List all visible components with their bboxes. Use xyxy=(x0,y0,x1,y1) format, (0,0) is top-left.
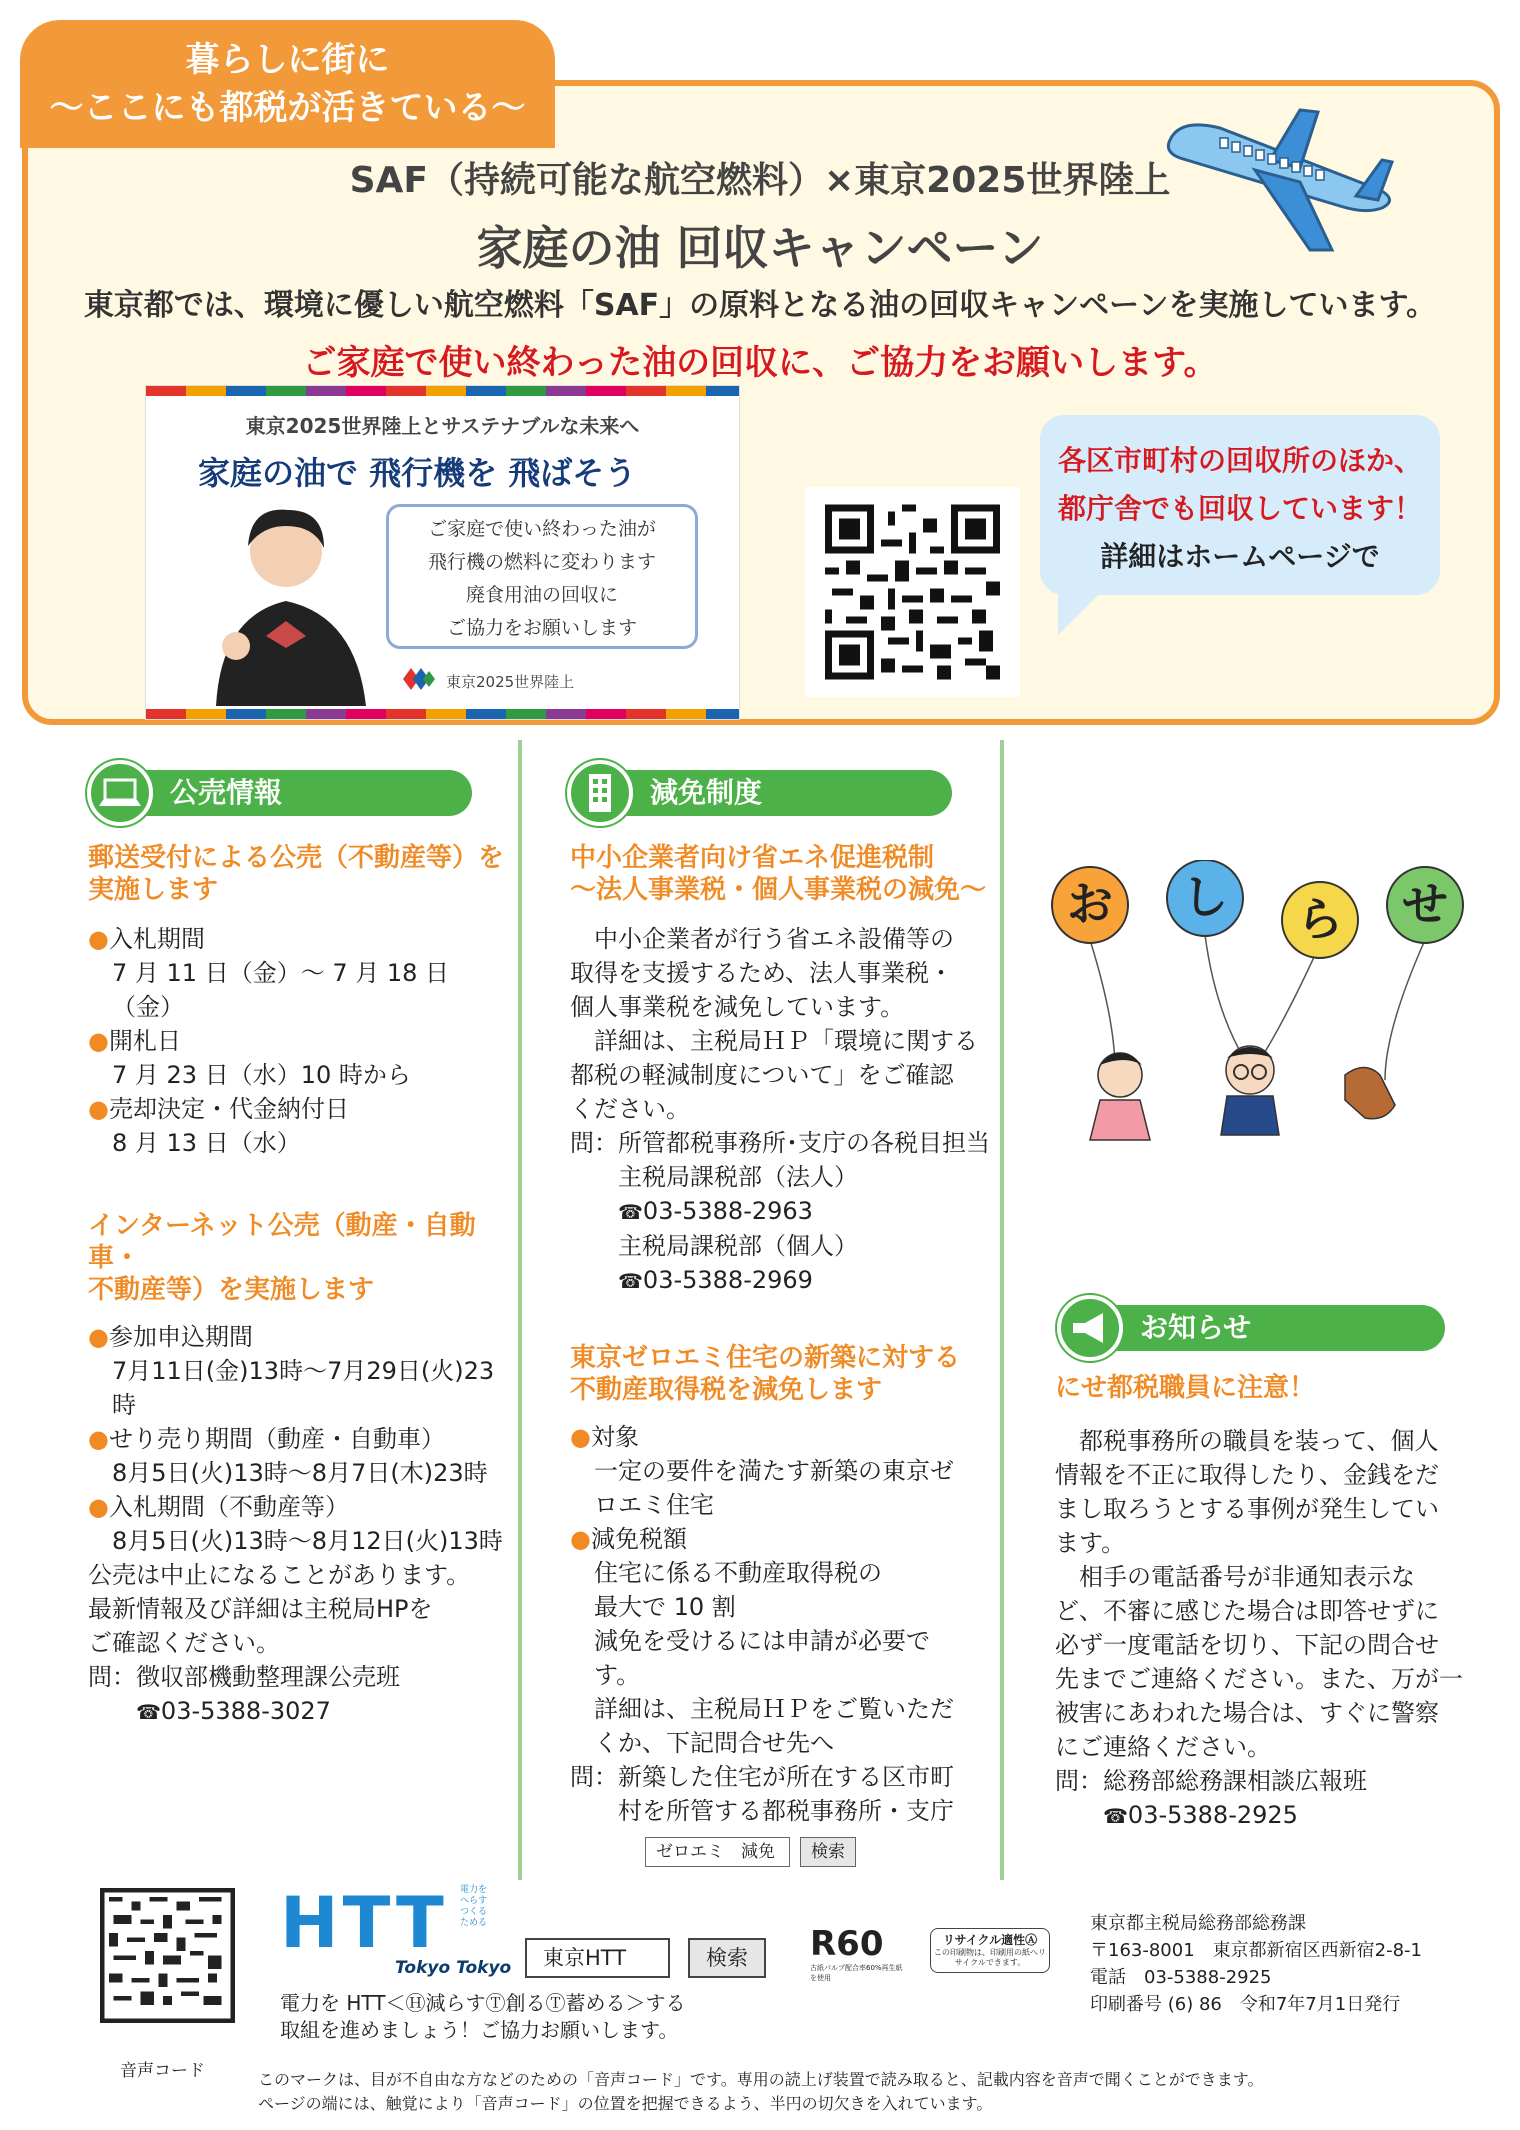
tax-reduction-content xyxy=(570,842,990,1828)
realestate-bid-label: ● 入札期間（不動産等） xyxy=(88,1490,508,1524)
poster-msg-line2: 飛行機の燃料に変わります xyxy=(427,551,656,573)
htt-side-4: ためる xyxy=(460,1918,488,1928)
poster-top-text: 東京2025世界陸上とサステナブルな未来へ xyxy=(245,414,640,438)
energy-tax-heading-1: 中小企業者向け省エネ促進税制 xyxy=(570,843,935,873)
bid-period-value: 7 月 11 日（金）〜 7 月 18 日（金） xyxy=(112,959,450,1021)
energy-tax-heading-2: 〜法人事業税・個人事業税の減免〜 xyxy=(570,875,987,905)
section-header-public-sale: 公売情報 xyxy=(100,770,472,816)
notice-para-1: 都税事務所の職員を装って、個人 xyxy=(1079,1427,1439,1455)
megaphone-icon-badge xyxy=(1057,1295,1123,1361)
zeroemi-contact-2: 村を所管する都税事務所・支庁 xyxy=(618,1797,954,1825)
color-stripe-bottom xyxy=(146,709,739,719)
column-divider-2 xyxy=(1000,740,1004,1880)
payment-date-value: 8 月 13 日（水） xyxy=(112,1129,301,1157)
megaphone-icon xyxy=(1061,1299,1119,1357)
auction-period-label: ● せり売り期間（動産・自動車） xyxy=(88,1422,508,1456)
publisher-address xyxy=(1090,1910,1422,2018)
banner-request: ご家庭で使い終わった油の回収に、ご協力をお願いします。 xyxy=(302,343,1218,383)
mail-sale-heading-1: 郵送受付による公売（不動産等）を xyxy=(88,843,505,873)
zeroemi-search-button[interactable]: 検索 xyxy=(800,1837,856,1867)
voice-code-note xyxy=(258,2068,1263,2116)
voice-code-icon xyxy=(100,1888,235,2023)
recycle-label: リサイクル適性Ⓐ xyxy=(942,1933,1038,1947)
r60-note: 古紙パルプ配合率60%再生紙を使用 xyxy=(810,1964,903,1982)
balloon-o: お xyxy=(1067,877,1113,931)
poster-main-text: 家庭の油で 飛行機を 飛ばそう xyxy=(198,454,637,492)
athlete-illustration xyxy=(206,496,376,706)
energy-para-6: ください。 xyxy=(570,1095,690,1123)
htt-message-line1: 電力を HTT＜Ⓗ減らすⓉ創るⓉ蓄める＞する xyxy=(280,1991,686,2015)
energy-para-5: 都税の軽減制度について」をご確認 xyxy=(570,1061,954,1089)
notice-para-9: 被害にあわれた場合は、すぐに警察 xyxy=(1055,1699,1439,1727)
building-icon-badge xyxy=(567,760,633,826)
htt-side-text xyxy=(460,1885,487,1929)
banner-subtitle: SAF（持続可能な航空燃料）×東京2025世界陸上 xyxy=(349,160,1171,201)
addr-line1: 東京都主税局総務部総務課 xyxy=(1090,1913,1306,1934)
banner-title: 家庭の油 回収キャンペーン xyxy=(476,221,1044,275)
htt-search-button[interactable]: 検索 xyxy=(688,1938,766,1978)
laptop-icon-badge xyxy=(87,760,153,826)
banner-tab xyxy=(20,20,555,148)
htt-side-1: 電力を xyxy=(460,1885,488,1895)
internet-sale-heading-1: インターネット公売（動産・自動車・ xyxy=(88,1211,476,1273)
tab-line1: 暮らしに街に xyxy=(185,40,390,80)
poster-footer-text: 東京2025世界陸上 xyxy=(446,673,575,691)
bubble-line2: 都庁舎でも回収しています！ xyxy=(1057,492,1422,525)
notice-contact: 問：総務部総務課相談広報班 xyxy=(1055,1767,1367,1795)
info-speech-bubble xyxy=(1040,415,1440,595)
recycle-note: この印刷物は、印刷用の紙へリサイクルできます。 xyxy=(934,1948,1046,1967)
tokyo-tokyo-logo: Tokyo Tokyo xyxy=(395,1958,512,1978)
internet-sale-heading-2: 不動産等）を実施します xyxy=(88,1275,375,1305)
building-icon xyxy=(571,764,629,822)
note-line3: ご確認ください。 xyxy=(88,1629,280,1657)
zeroemi-heading-1: 東京ゼロエミ住宅の新築に対する xyxy=(570,1343,961,1373)
section-header-notice: お知らせ xyxy=(1070,1305,1445,1351)
payment-date-label: ● 売却決定・代金納付日 xyxy=(88,1092,508,1126)
target-label: ● 対象 xyxy=(570,1420,990,1454)
bubble-line3: 詳細はホームページで xyxy=(1100,540,1380,573)
energy-para-1: 中小企業者が行う省エネ設備等の xyxy=(594,925,954,953)
notice-para-3: まし取ろうとする事例が発生してい xyxy=(1055,1495,1439,1523)
notice-content xyxy=(1055,1372,1475,1833)
section-header-tax-reduction: 減免制度 xyxy=(580,770,952,816)
notice-para-2: 情報を不正に取得したり、金銭をだ xyxy=(1055,1461,1439,1489)
poster-msg-line4: ご協力をお願いします xyxy=(446,617,637,639)
application-period-label: ● 参加申込期間 xyxy=(88,1320,508,1354)
color-stripe-top xyxy=(146,386,739,396)
r60-logo: R60 xyxy=(810,1924,884,1964)
opening-date-value: 7 月 23 日（水）10 時から xyxy=(112,1061,411,1089)
energy-contact-2: 主税局課税部（法人） xyxy=(618,1163,858,1191)
fake-staff-heading: にせ都税職員に注意！ xyxy=(1055,1373,1316,1403)
reduction-value-2: 最大で 10 割 xyxy=(594,1593,736,1621)
zeroemi-search-term[interactable]: ゼロエミ 減免 xyxy=(645,1837,790,1867)
reduction-label: ● 減免税額 xyxy=(570,1522,990,1556)
world-athletics-logo-icon xyxy=(401,666,437,692)
application-period-value: 7月11日(金)13時〜7月29日(火)23時 xyxy=(112,1357,495,1419)
poster-message-box xyxy=(386,504,698,649)
energy-contact-1: 問：所管都税事務所･支庁の各税目担当 xyxy=(570,1129,990,1157)
auction-period-value: 8月5日(火)13時〜8月7日(木)23時 xyxy=(112,1459,488,1487)
energy-phone-1: ☎ 03-5388-2963 xyxy=(570,1194,990,1229)
notice-para-6: ど、不審に感じた場合は即答せずに xyxy=(1055,1597,1439,1625)
energy-para-2: 取得を支援するため、法人事業税・ xyxy=(570,959,954,987)
note-line-2: ページの端には、触覚により「音声コード」の位置を把握できるよう、半円の切欠きを入れています。 xyxy=(258,2094,993,2113)
target-value-2: ロエミ住宅 xyxy=(594,1491,714,1519)
energy-para-3: 個人事業税を減免しています。 xyxy=(570,993,905,1021)
contact-line: 問：徴収部機動整理課公売班 xyxy=(88,1663,400,1691)
recycle-mark xyxy=(930,1928,1050,1973)
notice-para-7: 必ず一度電話を切り、下記の問合せ xyxy=(1055,1631,1439,1659)
htt-search-term[interactable]: 東京HTT xyxy=(525,1938,670,1978)
balloon-ra: ら xyxy=(1297,892,1343,946)
column-divider-1 xyxy=(518,740,522,1880)
qr-code-icon xyxy=(825,504,1000,680)
campaign-qr-code[interactable] xyxy=(805,487,1020,697)
banner-description: 東京都では、環境に優しい航空燃料「SAF」の原料となる油の回収キャンペーンを実施しています。 xyxy=(83,288,1437,323)
mail-sale-heading-2: 実施します xyxy=(88,875,219,905)
poster-msg-line1: ご家庭で使い終わった油が xyxy=(428,518,656,540)
notice-para-8: 先までご連絡ください。また、万が一 xyxy=(1055,1665,1463,1693)
balloon-shi: し xyxy=(1182,870,1228,924)
reduction-value-1: 住宅に係る不動産取得税の xyxy=(594,1559,882,1587)
reduction-value-5: 詳細は、主税局ＨＰをご覧いただ xyxy=(594,1695,954,1723)
r60-recycled-paper-mark xyxy=(810,1925,905,1980)
htt-message xyxy=(280,1990,685,2044)
opening-date-label: ● 開札日 xyxy=(88,1024,508,1058)
balloon-se: せ xyxy=(1402,877,1448,931)
energy-contact-3: 主税局課税部（個人） xyxy=(618,1232,858,1260)
realestate-bid-value: 8月5日(火)13時〜8月12日(火)13時 xyxy=(112,1527,503,1555)
bid-period-label: ● 入札期間 xyxy=(88,922,508,956)
target-value-1: 一定の要件を満たす新築の東京ゼ xyxy=(594,1457,954,1485)
addr-line3: 電話 03-5388-2925 xyxy=(1090,1967,1272,1988)
reduction-value-3: 減免を受けるには申請が必要で xyxy=(594,1627,930,1655)
note-line1: 公売は中止になることがあります。 xyxy=(88,1561,471,1589)
contact-phone: ☎ 03-5388-3027 xyxy=(88,1694,508,1729)
oshirase-balloons-illustration xyxy=(1045,860,1465,1150)
notice-para-5: 相手の電話番号が非通知表示な xyxy=(1079,1563,1415,1591)
poster-msg-line3: 廃食用油の回収に xyxy=(465,584,618,606)
reduction-value-6: くか、下記問合せ先へ xyxy=(594,1729,834,1757)
bubble-line1: 各区市町村の回収所のほか、 xyxy=(1057,444,1422,477)
laptop-icon xyxy=(91,764,149,822)
htt-side-3: つくる xyxy=(460,1907,488,1917)
energy-phone-2: ☎ 03-5388-2969 xyxy=(570,1263,990,1298)
note-line2: 最新情報及び詳細は主税局HPを xyxy=(88,1595,433,1623)
htt-message-line2: 取組を進めましょう！ご協力お願いします。 xyxy=(280,2018,679,2042)
voice-code-label: 音声コード xyxy=(120,2061,205,2081)
note-line-1: このマークは、目が不自由な方などのための「音声コード」です。専用の読上げ装置で読み取ると、記載内容を音声で聞くことができます。 xyxy=(258,2070,1264,2089)
notice-para-4: ます。 xyxy=(1055,1529,1126,1557)
campaign-poster xyxy=(145,385,740,720)
tab-line2: 〜ここにも都税が活きている〜 xyxy=(49,88,526,128)
htt-side-2: へらす xyxy=(460,1896,488,1906)
notice-para-10: にご連絡ください。 xyxy=(1055,1733,1271,1761)
notice-phone: ☎ 03-5388-2925 xyxy=(1055,1798,1475,1833)
energy-para-4: 詳細は、主税局ＨＰ「環境に関する xyxy=(594,1027,978,1055)
reduction-value-4: す。 xyxy=(594,1661,641,1689)
zeroemi-heading-2: 不動産取得税を減免します xyxy=(570,1375,883,1405)
public-sale-content xyxy=(88,842,508,1729)
addr-line2: 〒163-8001 東京都新宿区西新宿2-8-1 xyxy=(1090,1940,1423,1961)
htt-logo: HTT xyxy=(280,1882,448,1964)
zeroemi-contact-1: 問：新築した住宅が所在する区市町 xyxy=(570,1763,954,1791)
addr-line4: 印刷番号 (6) 86 令和7年7月1日発行 xyxy=(1090,1994,1401,2015)
